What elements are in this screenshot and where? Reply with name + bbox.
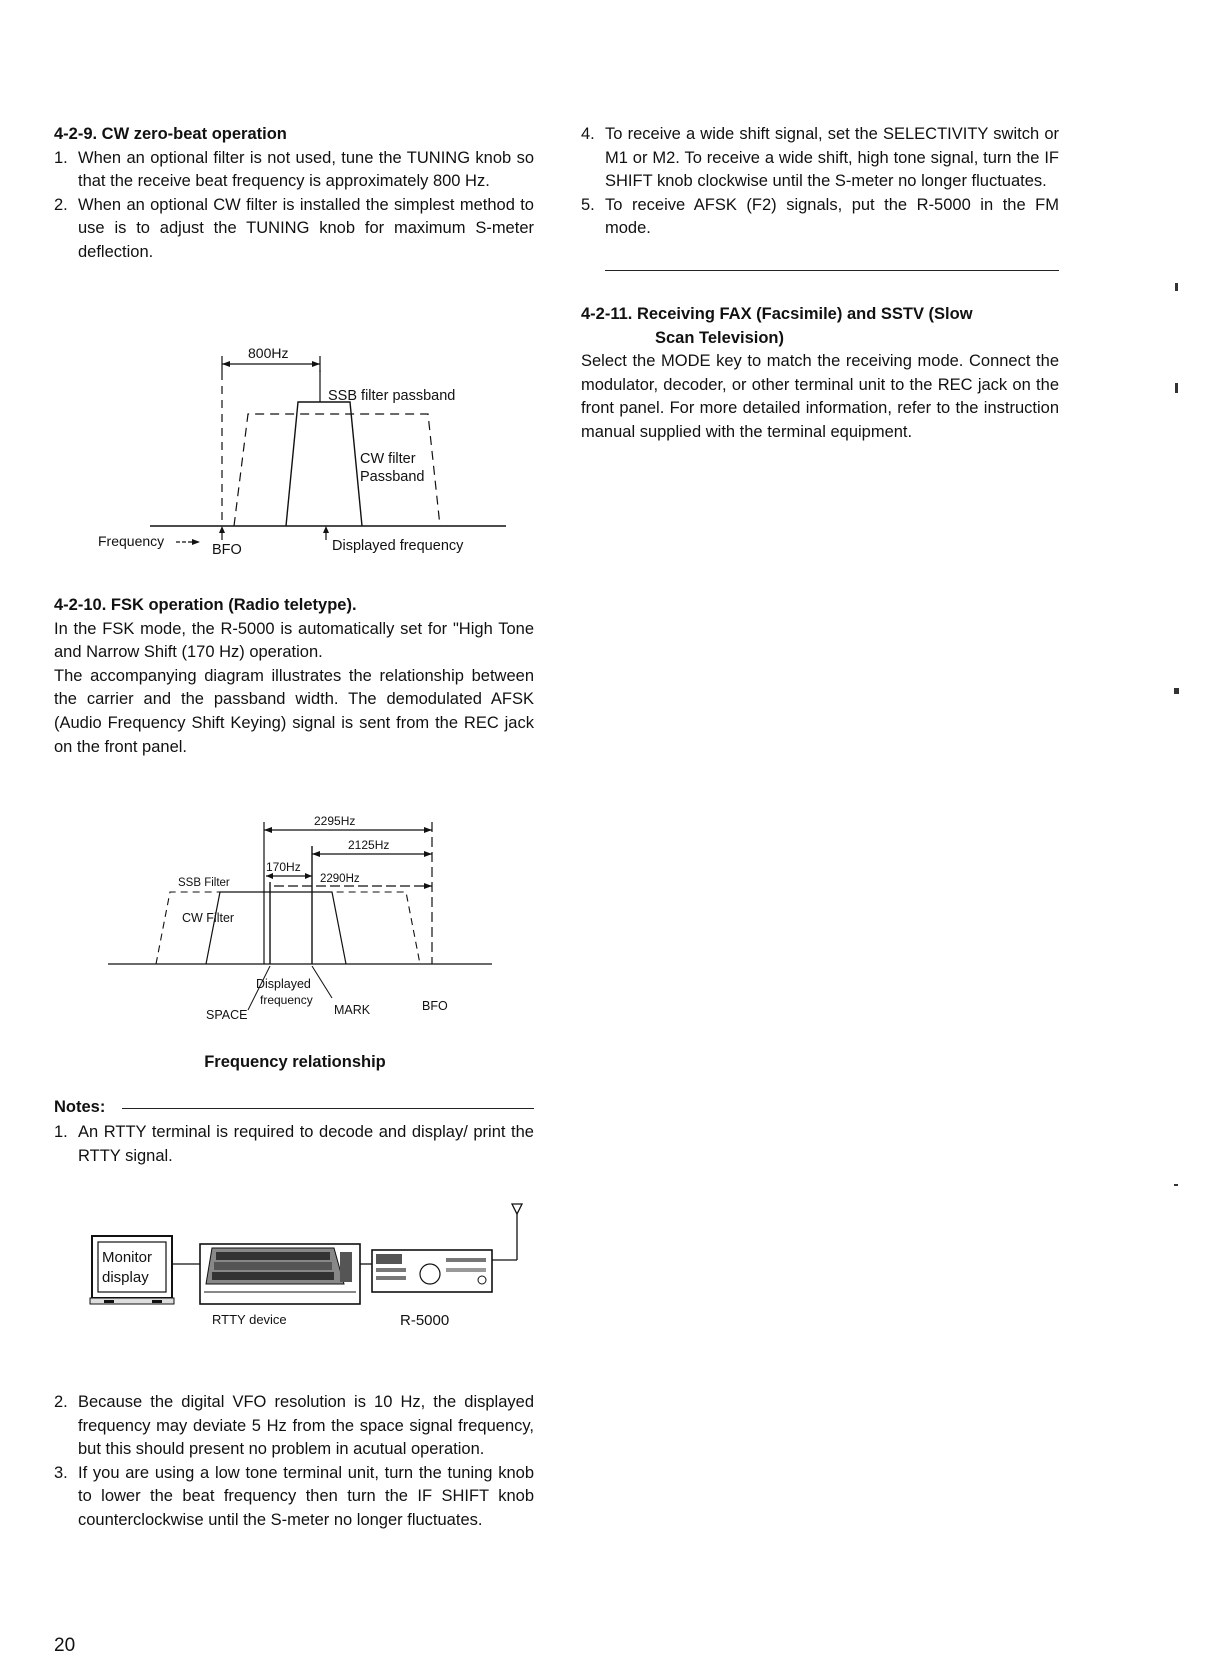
list-item bbox=[54, 1121, 534, 1168]
page-number: 20 bbox=[54, 1635, 76, 1656]
scan-mark bbox=[1174, 688, 1179, 694]
notes-continued bbox=[54, 1391, 534, 1533]
item-text: Because the digital VFO resolution is 10 Hz, the displayed frequency may deviate 5 Hz from the space signal frequency, but this should present no problem in acutual operation. bbox=[78, 1393, 534, 1459]
frequency-label: Frequency bbox=[98, 533, 165, 549]
cw-steps bbox=[54, 147, 534, 265]
notes-divider bbox=[122, 1108, 534, 1109]
monitor-label-1: Monitor bbox=[102, 1249, 153, 1266]
rtty-hookup-diagram bbox=[88, 1196, 528, 1336]
item-text: When an optional filter is not used, tune the TUNING knob so that the receive beat frequency is approximately 800 Hz. bbox=[78, 148, 534, 191]
section-cw-zero-beat bbox=[54, 123, 534, 265]
item-number: 1. bbox=[54, 148, 68, 167]
section-fsk bbox=[54, 594, 534, 759]
item-text: When an optional CW filter is installed the simplest method to use is to adjust the TUNING knob for maximum S-meter deflection. bbox=[78, 195, 534, 261]
list-item bbox=[54, 1391, 534, 1462]
fsk-paragraph-1: In the FSK mode, the R-5000 is automatically set for "High Tone and Narrow Shift (170 Hz) operation. bbox=[54, 619, 534, 662]
fsk-frequency-diagram bbox=[100, 810, 500, 1030]
list-item bbox=[54, 1462, 534, 1533]
antenna-icon bbox=[512, 1204, 522, 1214]
item-text: If you are using a low tone terminal unit, turn the tuning knob to lower the beat frequency then turn the IF SHIFT knob counterclockwise until the S-meter no longer fluctuates. bbox=[78, 1463, 534, 1529]
cw-filter-label: CW Filter bbox=[182, 911, 235, 925]
item-number: 1. bbox=[54, 1123, 68, 1141]
fax-paragraph: Select the MODE key to match the receiving mode. Connect the modulator, decoder, or other terminal unit to the REC jack on the front panel. For more detailed information, refer to the instruction manual supplied with the terminal equipment. bbox=[581, 352, 1059, 441]
bfo-label: BFO bbox=[422, 999, 448, 1013]
mark-label: MARK bbox=[334, 1003, 371, 1017]
cw-passband-label: Passband bbox=[360, 469, 425, 485]
list-item bbox=[581, 194, 1059, 241]
fax-heading: 4-2-11. Receiving FAX (Facsimile) and SSTV (Slow bbox=[581, 305, 973, 323]
displayed-label-1: Displayed bbox=[256, 977, 311, 991]
hz-170-label: 170Hz bbox=[266, 860, 301, 874]
hz-2125-label: 2125Hz bbox=[348, 838, 390, 852]
scan-mark bbox=[1175, 383, 1178, 393]
cw-heading: 4-2-9. CW zero-beat operation bbox=[54, 125, 287, 143]
monitor-label-2: display bbox=[102, 1269, 149, 1286]
ssb-filter-label: SSB Filter bbox=[178, 877, 230, 889]
rtty-keyboard-icon bbox=[200, 1244, 360, 1304]
ssb-passband-label: SSB filter passband bbox=[328, 388, 456, 404]
item-text: To receive AFSK (F2) signals, put the R-5000 in the FM mode. bbox=[605, 195, 1059, 238]
notes-heading: Notes: bbox=[54, 1098, 106, 1116]
displayed-frequency-label: Displayed frequency bbox=[332, 538, 464, 554]
space-label: SPACE bbox=[206, 1008, 248, 1022]
item-number: 2. bbox=[54, 1393, 68, 1411]
rtty-device-label: RTTY device bbox=[212, 1312, 287, 1327]
scan-mark bbox=[1174, 1184, 1178, 1186]
fsk-paragraph-2: The accompanying diagram illustrates the relationship between the carrier and the passband width. The demodulated AFSK (Audio Frequency Shift Keying) signal is sent from the REC jack on the front panel. bbox=[54, 666, 534, 756]
fsk-heading: 4-2-10. FSK operation (Radio teletype). bbox=[54, 596, 357, 614]
item-text: An RTTY terminal is required to decode and display/ print the RTTY signal. bbox=[78, 1123, 534, 1165]
bfo-label: BFO bbox=[212, 542, 242, 558]
r5000-label: R-5000 bbox=[400, 1312, 450, 1329]
list-item bbox=[581, 123, 1059, 194]
list-item bbox=[54, 147, 534, 194]
list-item bbox=[54, 194, 534, 265]
hz-2290-label: 2290Hz bbox=[320, 873, 360, 885]
scan-mark bbox=[1175, 283, 1178, 291]
receiver-icon bbox=[372, 1250, 492, 1292]
hz-800-label: 800Hz bbox=[248, 345, 289, 361]
item-number: 3. bbox=[54, 1463, 68, 1482]
hz-2295-label: 2295Hz bbox=[314, 814, 356, 828]
displayed-label-2: frequency bbox=[260, 993, 313, 1007]
fax-heading-cont: Scan Television) bbox=[655, 328, 784, 347]
item-number: 4. bbox=[581, 125, 595, 143]
item-number: 5. bbox=[581, 195, 595, 214]
item-text: To receive a wide shift signal, set the SELECTIVITY switch or M1 or M2. To receive a wide shift, high tone signal, turn the IF SHIFT knob clockwise until the S-meter no longer fluctuates. bbox=[605, 125, 1059, 191]
note-1 bbox=[54, 1121, 534, 1168]
right-list bbox=[581, 123, 1059, 241]
figure-caption: Frequency relationship bbox=[204, 1053, 386, 1071]
cw-passband-diagram bbox=[90, 340, 520, 560]
item-number: 2. bbox=[54, 195, 68, 214]
right-divider bbox=[605, 270, 1059, 271]
section-fax-sstv bbox=[581, 303, 1059, 445]
cw-filter-label: CW filter bbox=[360, 451, 416, 467]
